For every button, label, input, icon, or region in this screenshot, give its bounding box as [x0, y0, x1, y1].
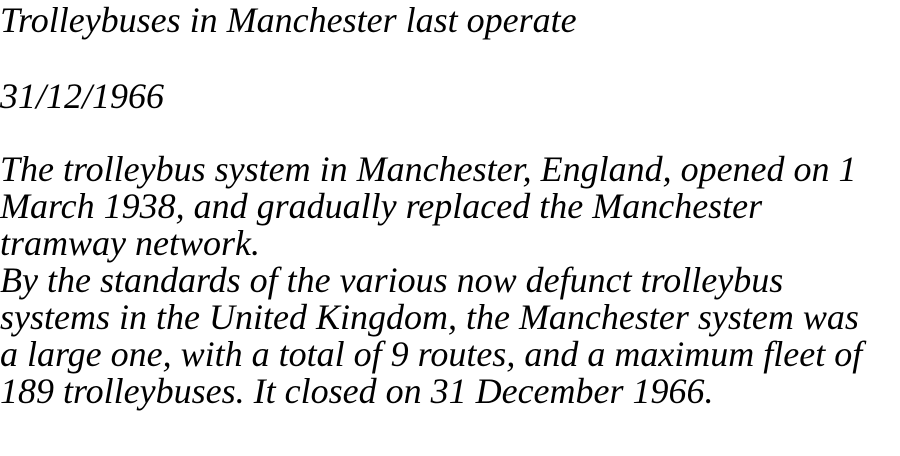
event-date: 31/12/1966 — [0, 76, 165, 116]
paragraph-intro: The trolleybus system in Manchester, England, opened on 1 March 1938, and gradually replaced the Manchester tramway network. — [0, 149, 857, 263]
paragraph-details: By the standards of the various now defunct trolleybus systems in the United Kingdom, the Manchester system was a large one, with a total of 9 routes, and a maximum fleet of 189 trolleybuses. It closed on 31 December 1966. — [0, 260, 863, 411]
page-title: Trolleybuses in Manchester last operate — [0, 0, 577, 40]
